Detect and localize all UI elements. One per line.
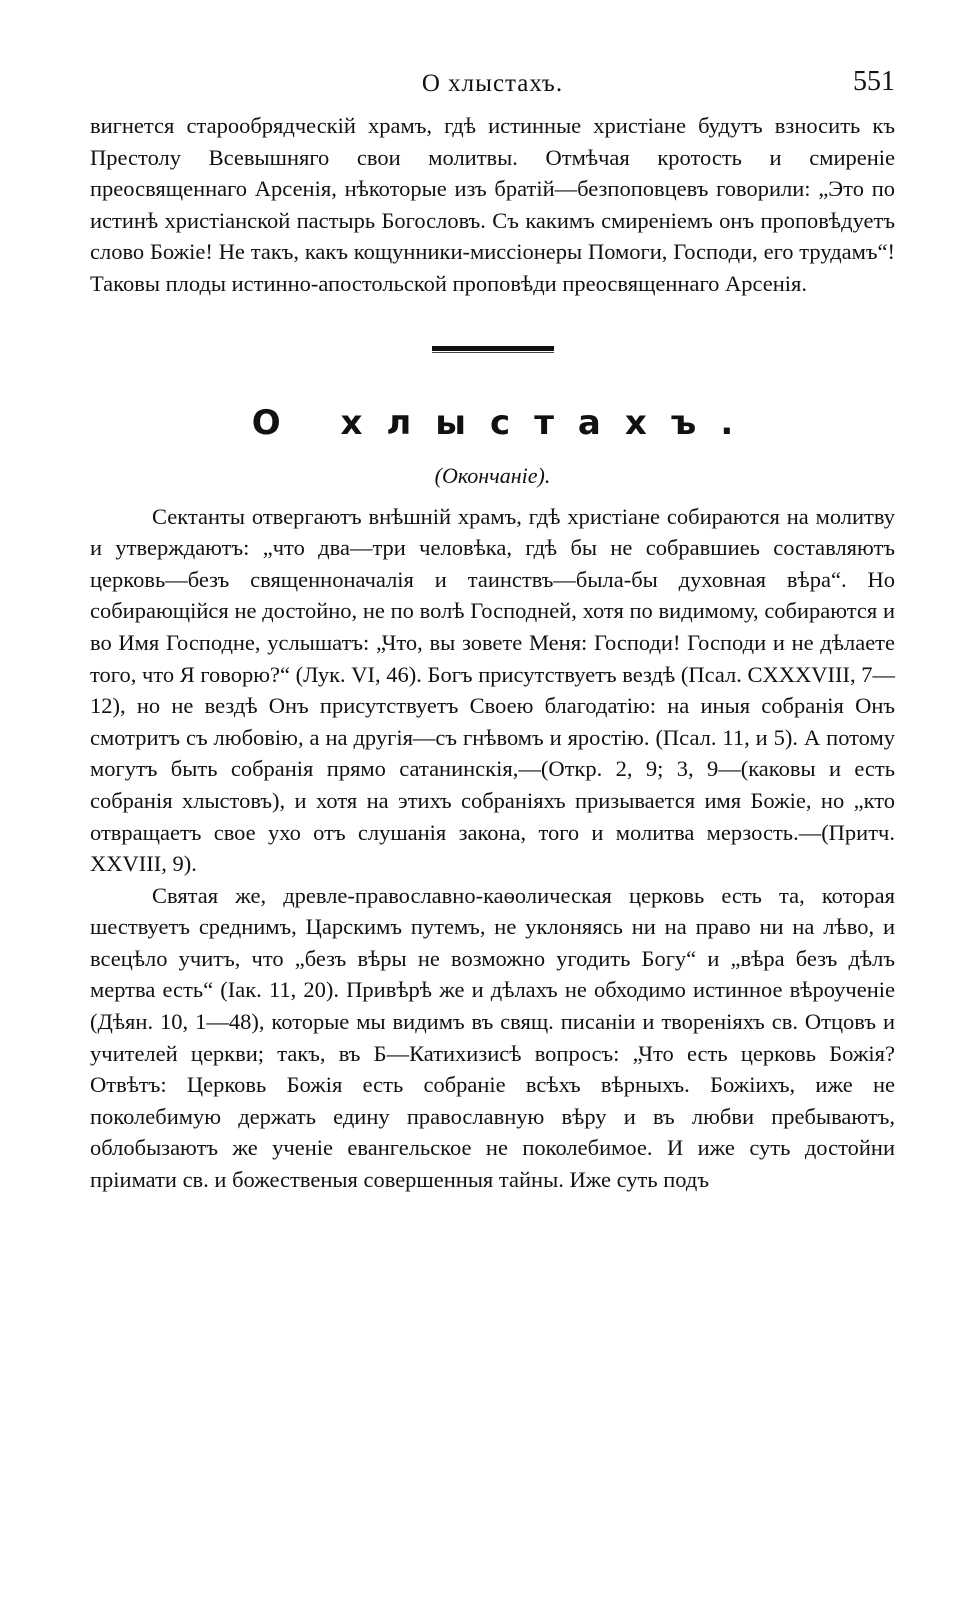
section-title: О хлыстахъ. <box>251 402 758 443</box>
intro-paragraph: вигнется старообрядческій храмъ, гдѣ истинные христіане будутъ взносить къ Престолу Всевышняго свои молитвы. Отмѣчая кротость и смиреніе преосвященнаго Арсенія, нѣкоторые изъ братій—безпоповцевъ говорили: „Это по истинѣ христіанской пастырь Богословъ. Съ какимъ смиреніемъ онъ проповѣдуетъ слово Божіе! Не такъ, какъ кощунники-миссіонеры Помоги, Господи, его трудамъ“! Таковы плоды истинно-апостольской проповѣди преосвященнаго Арсенія. <box>90 113 895 296</box>
paragraph-1: Сектанты отвергаютъ внѣшній храмъ, гдѣ христіане собираются на молитву и утверждаютъ: „что два—три человѣка, гдѣ бы не собравшиеь составляютъ церковь—безъ священноначалія и таинствъ—была-бы духовная вѣра“. Но собирающійся не достойно, не по волѣ Господней, хотя по видимому, собираются и во Имя Господне, услышатъ: „Что, вы зовете Меня: Господи! Господи и не дѣлаете того, что Я говорю?“ (Лук. VI, 46). Богъ присутствуетъ вездѣ (Псал. CXXXVIII, 7—12), но не вездѣ Онъ присутствуетъ Своею благодатію: на иныя собранія Онъ смотритъ съ любовію, а на другія—съ гнѣвомъ и яростію. (Псал. 11, и 5). А потому могутъ быть собранія прямо сатанинскія,—(Откр. 2, 9; 3, 9—(каковы и есть собранія хлыстовъ), и хотя на этихъ собраніяхъ призывается имя Божіе, но „кто отвращаетъ свое ухо отъ слушанія закона, того и молитва мерзость.—(Притч. XXVIII, 9). <box>90 503 895 877</box>
paragraph-2: Святая же, древле-православно-каѳолическая церковь есть та, которая шествуетъ среднимъ, Царскимъ путемъ, не уклоняясь ни на право ни на лѣво, и всецѣло учитъ, что „безъ вѣры не возможно угодить Богу“ и „вѣра безъ дѣлъ мертва есть“ (Іак. 11, 20). Привѣрѣ же и дѣлахъ не обходимо истинное вѣроученіе (Дѣян. 10, 1—48), которые мы видимъ въ свящ. писаніи и твореніяхъ св. Отцовъ и учителей церкви; такъ, въ Б—Катихизисѣ вопросъ: „Что есть церковь Божія? Отвѣтъ: Церковь Божія есть собраніе всѣхъ вѣрныхъ. Божіихъ, иже не поколебимую держать едину православную вѣру и въ любви пребываютъ, облобызаютъ же ученіе евангельское не поколебимое. И иже суть достойни пріимати св. и божественыя совершенныя тайны. Иже суть подъ <box>90 882 895 1193</box>
running-title: О хлыстахъ. <box>421 70 564 97</box>
page-number: 551 <box>853 66 895 97</box>
book-page <box>90 60 895 1196</box>
section-divider <box>432 346 554 353</box>
section-subtitle: (Окончаніе). <box>434 462 551 488</box>
running-head <box>90 60 895 110</box>
